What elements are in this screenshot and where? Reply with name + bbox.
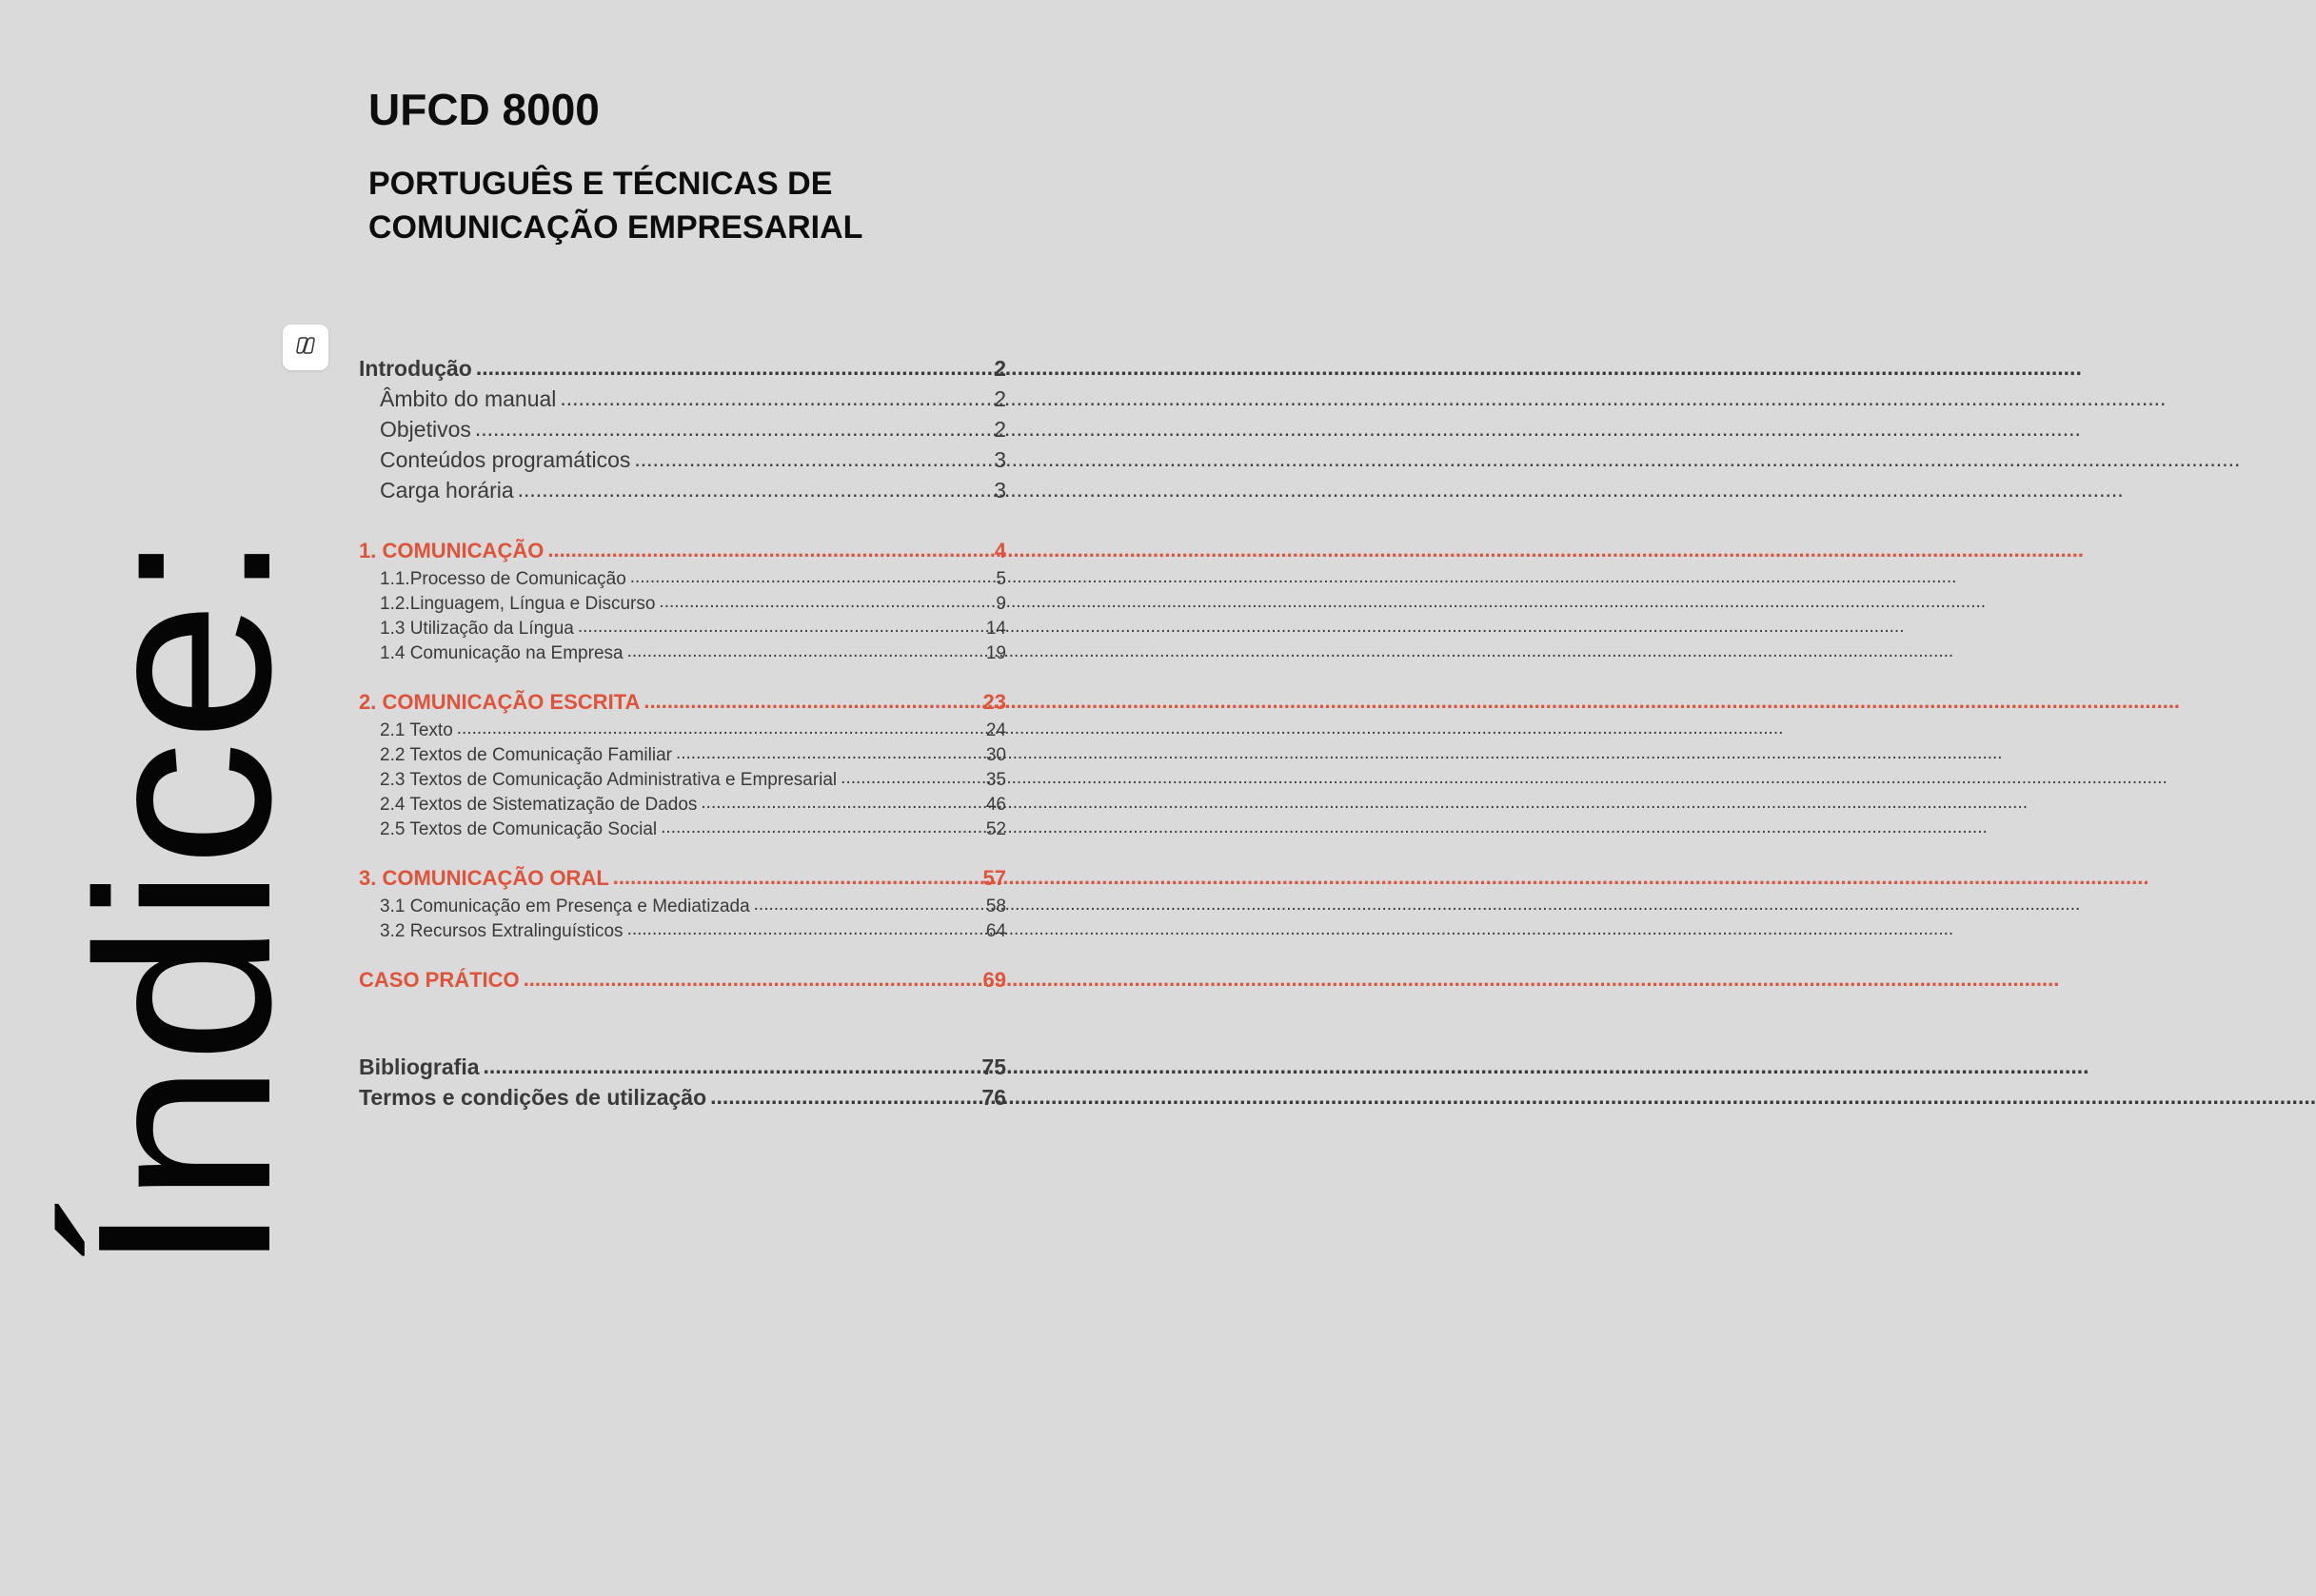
dot-leader bbox=[701, 792, 981, 810]
toc-entry-1-1[interactable] bbox=[359, 566, 1006, 591]
toc-page: 19 bbox=[985, 643, 1006, 663]
toc-entry-2-5[interactable] bbox=[359, 817, 1006, 841]
toc-entry-objetivos[interactable] bbox=[359, 415, 1006, 445]
toc-entry-introducao[interactable] bbox=[359, 354, 1006, 384]
dot-leader bbox=[659, 591, 992, 609]
dot-leader bbox=[661, 817, 982, 835]
toc-entry-carga-horaria[interactable] bbox=[359, 476, 1006, 506]
dot-leader bbox=[627, 918, 982, 936]
toc-page: 76 bbox=[981, 1085, 1006, 1110]
toc-label: Carga horária bbox=[380, 478, 514, 502]
course-title bbox=[368, 162, 862, 249]
toc-label: Bibliografia bbox=[359, 1054, 480, 1079]
toc-label: 1.3 Utilização da Língua bbox=[380, 619, 574, 639]
toc-label: 3.2 Recursos Extralinguísticos bbox=[380, 921, 624, 941]
toc-page: 2 bbox=[994, 417, 1006, 442]
dot-leader bbox=[475, 415, 990, 437]
dot-leader bbox=[484, 1053, 979, 1074]
toc-page: 5 bbox=[996, 569, 1006, 589]
toc-label: 1.4 Comunicação na Empresa bbox=[380, 643, 624, 663]
dot-leader bbox=[613, 864, 980, 885]
toc-label: Conteúdos programáticos bbox=[380, 447, 631, 472]
toc-page: 4 bbox=[994, 539, 1006, 562]
toc-page: 46 bbox=[985, 795, 1006, 815]
toc-entry-conteudos[interactable] bbox=[359, 445, 1006, 476]
dot-leader bbox=[627, 640, 982, 659]
toc-label: 3. COMUNICAÇÃO ORAL bbox=[359, 866, 609, 890]
toc-page: 30 bbox=[985, 745, 1006, 765]
copilot-button[interactable] bbox=[283, 325, 328, 370]
toc-entry-2-3[interactable] bbox=[359, 767, 1006, 792]
table-of-contents bbox=[359, 354, 1006, 1113]
toc-terms[interactable] bbox=[359, 1083, 1006, 1113]
dot-leader bbox=[754, 894, 982, 912]
toc-page: 57 bbox=[982, 866, 1006, 890]
dot-leader bbox=[710, 1083, 978, 1105]
toc-page: 69 bbox=[982, 968, 1006, 992]
spacer bbox=[359, 506, 1006, 537]
toc-page: 3 bbox=[994, 478, 1006, 502]
toc-case-study[interactable] bbox=[359, 966, 1006, 995]
toc-bibliography[interactable] bbox=[359, 1053, 1006, 1083]
dot-leader bbox=[518, 476, 991, 498]
dot-leader bbox=[630, 566, 993, 584]
toc-page: 58 bbox=[985, 897, 1006, 916]
toc-entry-1-3[interactable] bbox=[359, 616, 1006, 640]
toc-page: 64 bbox=[985, 921, 1006, 941]
course-code: UFCD 8000 bbox=[368, 85, 600, 134]
toc-label: 3.1 Comunicação em Presença e Mediatizada bbox=[380, 897, 750, 916]
toc-label: 1.2.Linguagem, Língua e Discurso bbox=[380, 594, 656, 614]
toc-page: 14 bbox=[985, 619, 1006, 639]
toc-label: 2. COMUNICAÇÃO ESCRITA bbox=[359, 690, 641, 714]
toc-label: CASO PRÁTICO bbox=[359, 968, 520, 992]
dot-leader bbox=[643, 688, 979, 709]
toc-label: 2.1 Texto bbox=[380, 720, 453, 740]
spacer bbox=[359, 943, 1006, 966]
dot-leader bbox=[457, 718, 982, 736]
copilot-icon bbox=[294, 334, 317, 362]
toc-label: 2.5 Textos de Comunicação Social bbox=[380, 819, 658, 839]
toc-entry-2-2[interactable] bbox=[359, 742, 1006, 767]
toc-page: 2 bbox=[994, 356, 1006, 381]
toc-entry-1-4[interactable] bbox=[359, 640, 1006, 665]
toc-chapter-2[interactable] bbox=[359, 688, 1006, 718]
dot-leader bbox=[560, 384, 990, 406]
toc-page: 9 bbox=[996, 594, 1006, 614]
toc-page: 23 bbox=[982, 690, 1006, 714]
course-title-line-2: COMUNICAÇÃO EMPRESARIAL bbox=[368, 209, 863, 246]
toc-label: 2.4 Textos de Sistematização de Dados bbox=[380, 795, 698, 815]
spacer bbox=[359, 841, 1006, 864]
toc-label: 1. COMUNICAÇÃO bbox=[359, 539, 544, 562]
toc-label: 1.1.Processo de Comunicação bbox=[380, 569, 626, 589]
toc-page: 75 bbox=[981, 1054, 1006, 1079]
toc-label: Termos e condições de utilização bbox=[359, 1085, 707, 1110]
toc-page: 52 bbox=[985, 819, 1006, 839]
dot-leader bbox=[476, 354, 990, 376]
toc-label: Âmbito do manual bbox=[380, 386, 557, 411]
toc-entry-3-2[interactable] bbox=[359, 918, 1006, 943]
toc-label: Objetivos bbox=[380, 417, 471, 442]
toc-chapter-1[interactable] bbox=[359, 537, 1006, 566]
side-title-text: Índice: bbox=[47, 543, 323, 1273]
dot-leader bbox=[578, 616, 982, 634]
vertical-index-heading bbox=[47, 512, 323, 1273]
toc-chapter-3[interactable] bbox=[359, 864, 1006, 894]
toc-page: 35 bbox=[985, 770, 1006, 790]
toc-page: 24 bbox=[985, 720, 1006, 740]
toc-page: 3 bbox=[994, 447, 1006, 472]
dot-leader bbox=[634, 445, 990, 467]
dot-leader bbox=[524, 966, 980, 987]
toc-label: 2.3 Textos de Comunicação Administrativa e Empresarial bbox=[380, 770, 838, 790]
toc-label: Introdução bbox=[359, 356, 472, 381]
toc-page: 2 bbox=[994, 386, 1006, 411]
toc-entry-3-1[interactable] bbox=[359, 894, 1006, 918]
toc-entry-2-4[interactable] bbox=[359, 792, 1006, 817]
course-title-line-1: PORTUGUÊS E TÉCNICAS DE bbox=[368, 166, 833, 202]
dot-leader bbox=[676, 742, 982, 760]
toc-entry-ambito[interactable] bbox=[359, 384, 1006, 415]
dot-leader bbox=[547, 537, 990, 558]
dot-leader bbox=[841, 767, 982, 785]
toc-entry-2-1[interactable] bbox=[359, 718, 1006, 742]
toc-entry-1-2[interactable] bbox=[359, 591, 1006, 616]
spacer bbox=[359, 665, 1006, 688]
spacer bbox=[359, 995, 1006, 1053]
toc-label: 2.2 Textos de Comunicação Familiar bbox=[380, 745, 672, 765]
